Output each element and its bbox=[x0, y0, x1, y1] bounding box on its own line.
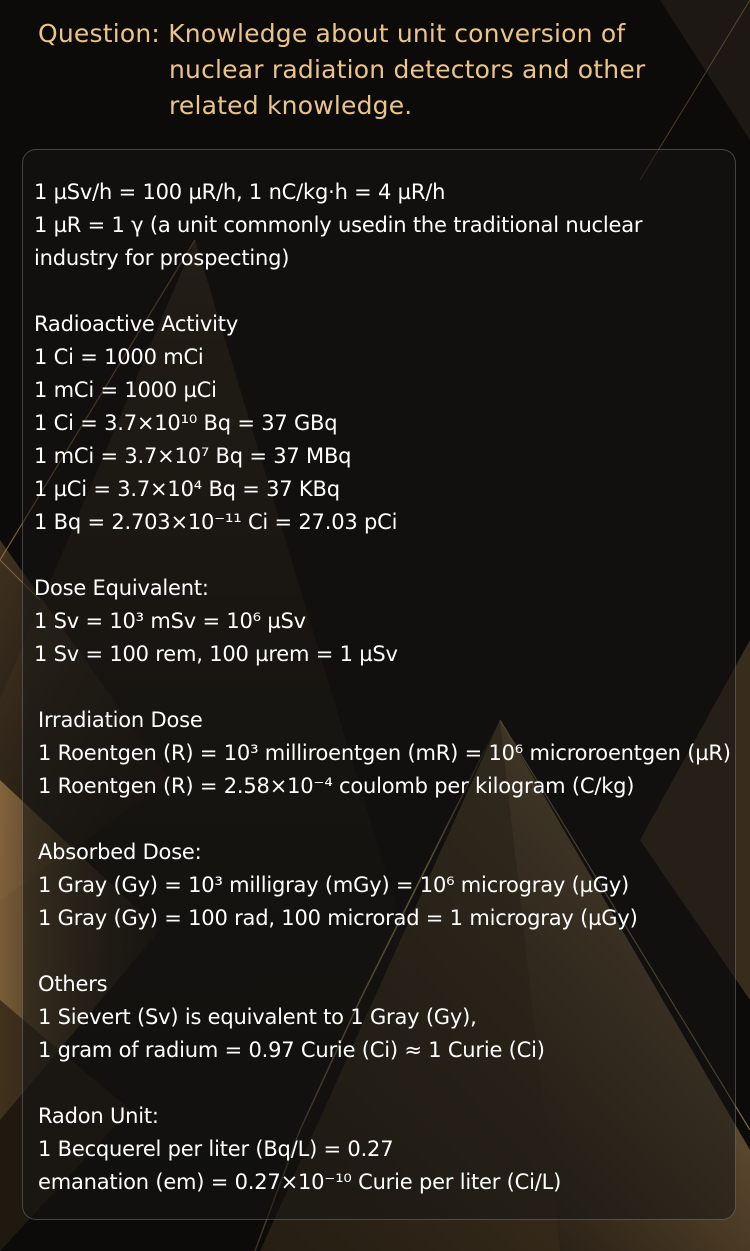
section-general bbox=[34, 176, 734, 275]
section-others bbox=[34, 968, 734, 1067]
question-line-1: Knowledge about unit conversion of bbox=[168, 19, 626, 48]
section-heading: Radioactive Activity bbox=[34, 312, 239, 336]
text-line: 1 mCi = 3.7×10⁷ Bq = 37 MBq bbox=[34, 444, 352, 468]
text-line: emanation (em) = 0.27×10⁻¹⁰ Curie per liter (Ci/L) bbox=[38, 1170, 562, 1194]
text-line: industry for prospecting) bbox=[34, 246, 290, 270]
text-line: 1 µR = 1 γ (a unit commonly usedin the traditional nuclear bbox=[34, 213, 643, 237]
text-line: 1 mCi = 1000 µCi bbox=[34, 378, 217, 402]
section-absorbed-dose bbox=[34, 836, 734, 935]
text-line: 1 Roentgen (R) = 2.58×10⁻⁴ coulomb per kilogram (C/kg) bbox=[38, 774, 635, 798]
text-line: 1 gram of radium = 0.97 Curie (Ci) ≈ 1 Curie (Ci) bbox=[38, 1038, 545, 1062]
text-line: 1 Ci = 3.7×10¹⁰ Bq = 37 GBq bbox=[34, 411, 338, 435]
question-prefix: Question: bbox=[38, 19, 169, 48]
section-radon-unit bbox=[34, 1100, 734, 1199]
section-heading: Dose Equivalent: bbox=[34, 576, 209, 600]
text-line: 1 Ci = 1000 mCi bbox=[34, 345, 204, 369]
text-line: 1 Sv = 10³ mSv = 10⁶ µSv bbox=[34, 609, 306, 633]
question-line-3: related knowledge. bbox=[169, 91, 413, 120]
text-line: 1 µCi = 3.7×10⁴ Bq = 37 KBq bbox=[34, 477, 340, 501]
section-radioactive-activity bbox=[34, 308, 734, 539]
section-heading: Absorbed Dose: bbox=[38, 840, 202, 864]
section-dose-equivalent bbox=[34, 572, 734, 671]
text-line: 1 Sievert (Sv) is equivalent to 1 Gray (Gy), bbox=[38, 1005, 477, 1029]
section-heading: Radon Unit: bbox=[38, 1104, 159, 1128]
conversion-list bbox=[34, 176, 734, 1232]
text-line: 1 Roentgen (R) = 10³ milliroentgen (mR) = 10⁶ microroentgen (µR) bbox=[38, 741, 731, 765]
text-line: 1 Gray (Gy) = 100 rad, 100 microrad = 1 microgray (µGy) bbox=[38, 906, 638, 930]
section-heading: Irradiation Dose bbox=[38, 708, 203, 732]
text-line: 1 Becquerel per liter (Bq/L) = 0.27 bbox=[38, 1137, 394, 1161]
section-irradiation-dose bbox=[34, 704, 734, 803]
text-line: 1 Sv = 100 rem, 100 µrem = 1 µSv bbox=[34, 642, 398, 666]
text-line: 1 Bq = 2.703×10⁻¹¹ Ci = 27.03 pCi bbox=[34, 510, 398, 534]
text-line: 1 µSv/h = 100 µR/h, 1 nC/kg·h = 4 µR/h bbox=[34, 180, 446, 204]
section-heading: Others bbox=[38, 972, 108, 996]
question-line-2: nuclear radiation detectors and other bbox=[169, 55, 646, 84]
question-heading bbox=[38, 16, 728, 124]
text-line: 1 Gray (Gy) = 10³ milligray (mGy) = 10⁶ microgray (µGy) bbox=[38, 873, 630, 897]
